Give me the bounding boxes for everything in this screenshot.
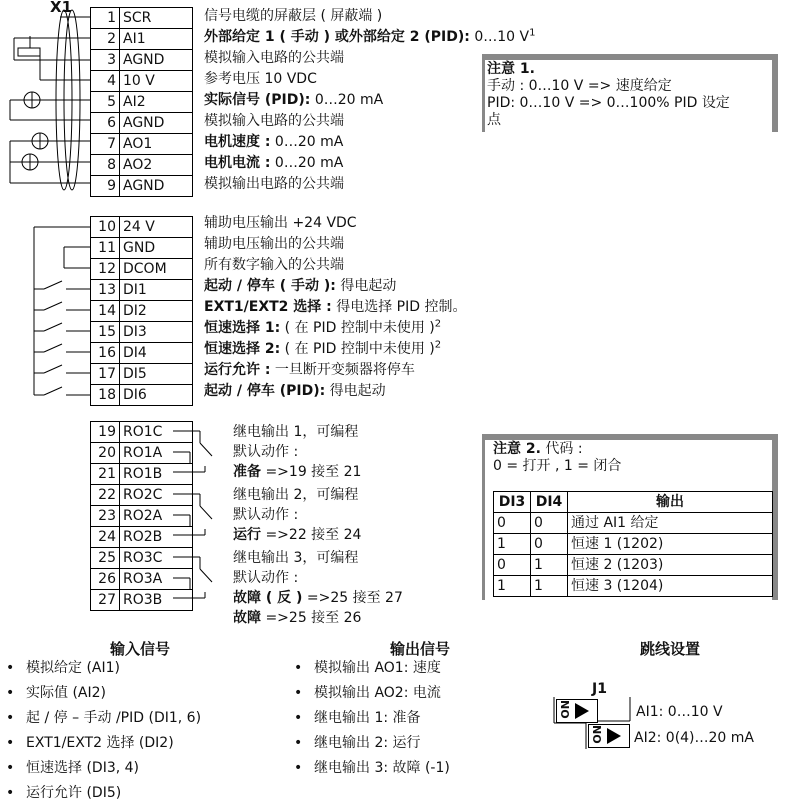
terminal-description [204,7,382,25]
description-bold: 恒速选择 2: [204,341,281,357]
footnote-ref: 2 [434,339,442,351]
description-text: 得电起动 [335,278,397,294]
terminal-number: 23 [91,506,120,527]
terminal-number: 6 [91,113,120,134]
terminal-name: 10 V [120,71,193,92]
relay-description [233,443,298,461]
terminal-row [91,176,193,197]
terminal-name: AGND [120,176,193,197]
terminal-description [204,91,383,109]
relay-text: 默认动作 : [233,444,299,460]
terminal-name: RO2C [120,485,193,506]
terminal-row [91,301,193,322]
terminal-number: 3 [91,50,120,71]
relay-description [233,463,361,481]
terminal-row [91,506,193,527]
note1-line: PID: 0…10 V => 0…100% PID 设定 [487,95,730,111]
terminal-name: 24 V [120,217,193,238]
description-text: ( 在 PID 控制中未使用 ) [280,320,435,336]
terminal-number: 7 [91,134,120,155]
terminal-name: RO2A [120,506,193,527]
code-cell: 0 [531,513,568,534]
on-label: ON [591,725,604,744]
relay-description [233,526,361,544]
terminal-number: 18 [91,385,120,406]
terminal-description [204,298,466,316]
list-item: • 模拟给定 (AI1) [6,656,201,681]
terminal-row [91,50,193,71]
terminal-row [91,92,193,113]
terminal-row [91,464,193,485]
relay-action: 故障 [233,610,261,626]
terminal-number: 21 [91,464,120,485]
terminal-name: DI6 [120,385,193,406]
relay-text: 继电输出 3，可编程 [233,550,359,566]
terminal-description [204,256,344,274]
note1-frame-left [482,54,485,132]
terminal-row [91,322,193,343]
code-header: 输出 [568,492,773,513]
terminal-name: AI1 [120,29,193,50]
terminal-number: 27 [91,590,120,611]
description-text: 0…20 mA [310,92,384,108]
relay-description [233,506,298,524]
terminal-row [91,590,193,611]
terminal-name: RO3C [120,548,193,569]
code-row [494,555,773,576]
terminal-number: 22 [91,485,120,506]
description-bold: 外部给定 1 ( 手动 ) 或外部给定 2 (PID): [204,29,470,45]
connector-label: X1 [50,0,73,16]
code-cell: 恒速 1 (1202) [568,534,773,555]
terminal-name: DI4 [120,343,193,364]
code-row [494,576,773,597]
description-bold: 运行允许 : [204,362,271,378]
note2-title: 注意 2. [493,441,541,457]
terminal-description [204,112,344,130]
terminal-number: 9 [91,176,120,197]
terminal-description [204,214,357,232]
code-cell: 1 [531,555,568,576]
terminal-name: DCOM [120,259,193,280]
relay-action: 运行 [233,527,261,543]
list-item: • 继电输出 3: 故障 (-1) [294,756,450,781]
list-item: • 起 / 停 – 手动 /PID (DI1, 6) [6,706,201,731]
terminal-row [91,71,193,92]
terminal-name: RO3B [120,590,193,611]
code-cell: 恒速 2 (1203) [568,555,773,576]
terminal-row [91,548,193,569]
terminal-row [91,238,193,259]
list-item: • 运行允许 (DI5) [6,781,201,806]
terminal-row [91,134,193,155]
terminal-description [204,133,343,151]
description-text: 0…20 mA [270,155,344,171]
description-bold: 实际信号 (PID): [204,92,311,108]
terminal-description [204,382,386,400]
terminal-number: 24 [91,527,120,548]
terminal-row [91,485,193,506]
relay-action: 准备 [233,464,261,480]
code-header: DI4 [531,492,568,513]
terminal-name: GND [120,238,193,259]
note1-line: 手动 : 0…10 V => 速度给定 [487,78,672,94]
note2-title-rest: 代码 : [540,441,583,457]
terminal-number: 13 [91,280,120,301]
terminal-number: 16 [91,343,120,364]
terminal-name: DI3 [120,322,193,343]
list-item: • 继电输出 1: 准备 [294,706,450,731]
terminal-block-analog [90,7,193,197]
terminal-row [91,385,193,406]
terminal-description [204,154,343,172]
terminal-name: AGND [120,50,193,71]
code-table [493,491,773,597]
terminal-number: 5 [91,92,120,113]
relay-text: 默认动作 : [233,570,299,586]
relay-text: =>25 接至 27 [302,590,403,606]
description-bold: 电机速度 : [204,134,271,150]
code-cell: 1 [531,576,568,597]
code-cell: 1 [494,576,531,597]
relay-description [233,609,361,627]
code-row [494,513,773,534]
code-cell: 0 [494,513,531,534]
terminal-number: 12 [91,259,120,280]
note1 [487,61,769,129]
relay-description [233,423,358,441]
list-item: • 实际值 (AI2) [6,681,201,706]
description-text: 所有数字输入的公共端 [204,257,344,273]
terminal-number: 8 [91,155,120,176]
description-bold: EXT1/EXT2 选择 : [204,299,332,315]
list-item: • 恒速选择 (DI3, 4) [6,756,201,781]
jumper-label: J1 [592,681,607,697]
terminal-number: 15 [91,322,120,343]
terminal-name: AO2 [120,155,193,176]
terminal-name: DI5 [120,364,193,385]
terminal-number: 26 [91,569,120,590]
terminal-name: DI2 [120,301,193,322]
list-item: • 模拟输出 AO2: 电流 [294,681,450,706]
terminal-name: AGND [120,113,193,134]
description-text: 0…20 mA [270,134,344,150]
code-header: DI3 [494,492,531,513]
outputs-title: 输出信号 [389,640,450,658]
terminal-number: 10 [91,217,120,238]
relay-text: 继电输出 2，可编程 [233,487,359,503]
relay-text: =>25 接至 26 [261,610,362,626]
inputs-list [6,656,201,806]
terminal-number: 11 [91,238,120,259]
terminal-row [91,29,193,50]
jumper-ai2-text: AI2: 0(4)…20 mA [634,730,754,746]
description-text: 辅助电压输出 +24 VDC [204,215,357,231]
terminal-row [91,259,193,280]
terminal-description [204,28,535,46]
terminal-row [91,343,193,364]
terminal-name: RO1B [120,464,193,485]
code-cell: 通过 AI1 给定 [568,513,773,534]
relay-action: 故障 ( 反 ) [233,590,303,606]
description-text: 0…10 V [469,29,530,45]
terminal-description [204,340,441,358]
terminal-number: 14 [91,301,120,322]
terminal-row [91,113,193,134]
footnote-ref: 2 [434,318,442,330]
terminal-description [204,319,441,337]
note2-line: 0 = 打开 , 1 = 闭合 [493,458,622,474]
terminal-block-digital [90,216,193,406]
terminal-row [91,280,193,301]
code-row [494,534,773,555]
terminal-name: RO1A [120,443,193,464]
note1-title: 注意 1. [487,61,535,77]
description-text: 一旦断开变频器将停车 [270,362,415,378]
relay-description [233,486,358,504]
note2 [493,441,769,475]
list-item: • EXT1/EXT2 选择 (DI2) [6,731,201,756]
code-cell: 0 [494,555,531,576]
description-text: 得电选择 PID 控制。 [331,299,467,315]
relay-text: =>19 接至 21 [261,464,362,480]
description-bold: 起动 / 停车 ( 手动 ): [204,278,336,294]
on-label: ON [559,700,572,719]
description-text: 模拟输入电路的公共端 [204,113,344,129]
terminal-number: 20 [91,443,120,464]
terminal-name: RO1C [120,422,193,443]
code-cell: 1 [494,534,531,555]
terminal-row [91,217,193,238]
relay-text: 默认动作 : [233,507,299,523]
description-bold: 电机电流 : [204,155,271,171]
terminal-name: RO2B [120,527,193,548]
note2-frame-left [482,434,485,600]
footnote-ref: 1 [529,27,536,39]
outputs-list [294,656,450,781]
terminal-row [91,443,193,464]
terminal-description [204,70,317,88]
terminal-name: SCR [120,8,193,29]
terminal-name: RO3A [120,569,193,590]
description-text: 辅助电压输出的公共端 [204,236,344,252]
description-text: ( 在 PID 控制中未使用 ) [280,341,435,357]
description-text: 模拟输入电路的公共端 [204,50,344,66]
relay-description [233,549,358,567]
code-cell: 0 [531,534,568,555]
jumper-frame [550,695,640,755]
relay-text: 继电输出 1，可编程 [233,424,359,440]
terminal-description [204,49,344,67]
terminal-number: 1 [91,8,120,29]
terminal-description [204,235,344,253]
inputs-title: 输入信号 [109,640,170,658]
note1-frame [482,54,778,60]
note1-line: 点 [487,112,501,128]
terminal-description [204,175,344,193]
note2-frame [482,434,778,440]
terminal-name: DI1 [120,280,193,301]
terminal-row [91,155,193,176]
relay-description [233,569,298,587]
terminal-row [91,8,193,29]
description-text: 模拟输出电路的公共端 [204,176,344,192]
terminal-name: AI2 [120,92,193,113]
terminal-row [91,364,193,385]
terminal-name: AO1 [120,134,193,155]
terminal-number: 4 [91,71,120,92]
terminal-number: 17 [91,364,120,385]
description-text: 信号电缆的屏蔽层 ( 屏蔽端 ) [204,8,383,24]
terminal-description [204,277,396,295]
note1-frame-side [772,54,778,132]
list-item: • 继电输出 2: 运行 [294,731,450,756]
relay-text: =>22 接至 24 [261,527,362,543]
terminal-description [204,361,415,379]
description-bold: 恒速选择 1: [204,320,281,336]
terminal-row [91,569,193,590]
relay-description [233,589,403,607]
description-text: 参考电压 10 VDC [204,71,317,87]
terminal-number: 19 [91,422,120,443]
description-text: 得电起动 [325,383,386,399]
terminal-block-relay [90,421,193,611]
terminal-number: 2 [91,29,120,50]
code-cell: 恒速 3 (1204) [568,576,773,597]
list-item: • 模拟输出 AO1: 速度 [294,656,450,681]
description-bold: 起动 / 停车 (PID): [204,383,326,399]
jumper-ai1-text: AI1: 0…10 V [636,704,723,720]
terminal-number: 25 [91,548,120,569]
jumpers-title: 跳线设置 [639,640,700,658]
terminal-row [91,422,193,443]
terminal-row [91,527,193,548]
